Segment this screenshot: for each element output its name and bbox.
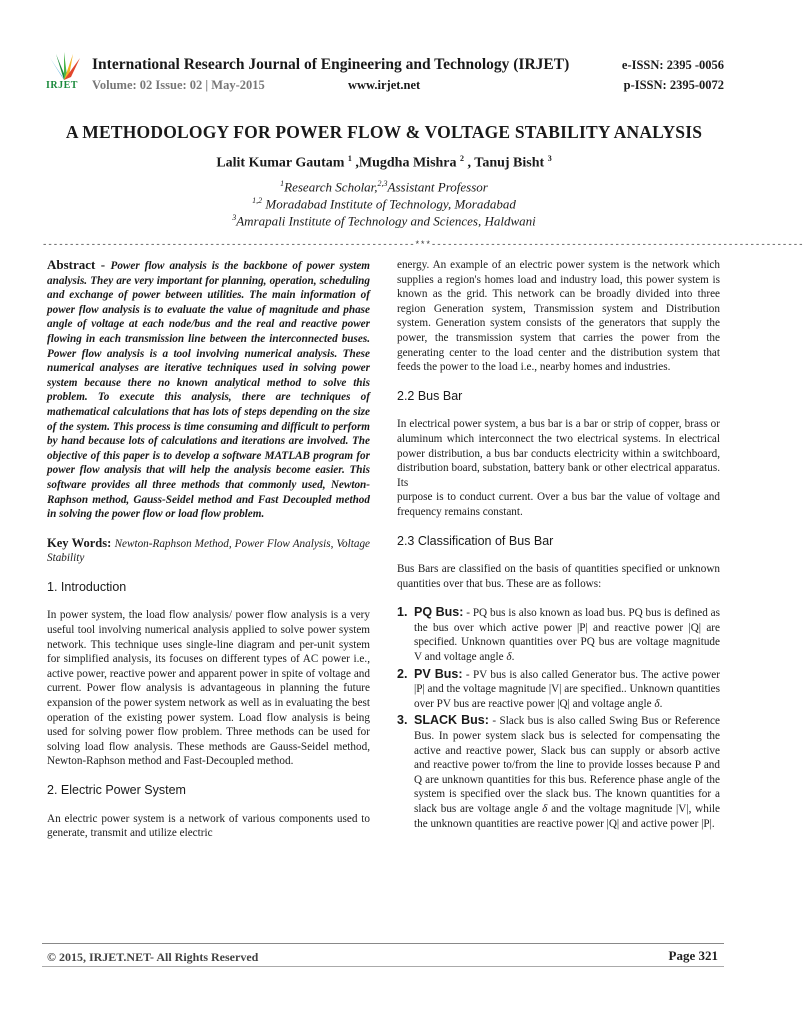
pq-bus-label: PQ Bus: <box>414 605 464 620</box>
footer-rule-bottom <box>42 966 724 967</box>
delta-symbol: δ <box>654 697 660 710</box>
slack-bus-label: SLACK Bus: <box>414 713 489 728</box>
right-column <box>397 258 720 833</box>
leaf-logo-icon <box>42 52 86 82</box>
delta-symbol: δ <box>542 803 548 815</box>
affiliation-3: $^3$Amrapali Institute of Technology and Sciences, Haldwani <box>232 213 536 229</box>
keywords-text: Newton-Raphson Method, Power Flow Analysis, Voltage Stability <box>47 537 370 565</box>
journal-website: www.irjet.net <box>348 78 421 92</box>
paper-title: A METHODOLOGY FOR POWER FLOW & VOLTAGE STABILITY ANALYSIS <box>65 122 703 142</box>
e-issn: e-ISSN: 2395 -0056 <box>621 58 724 72</box>
affiliation-1: $^1$Research Scholar,$^{2,3}$Assistant Professor <box>280 179 488 195</box>
electric-power-system-paragraph: An electric power system is a network of various components used to generate, transmit and utilize electric <box>47 812 370 840</box>
footer-rule <box>42 943 724 944</box>
abstract-lead: Abstract - <box>47 257 111 272</box>
list-item-pv-bus: 2. PV Bus: - PV bus is also called Generator bus. The active power |P| and the voltage magnitude |V| are specified.. Unknown quantities over PV bus are reactive power |Q| and voltage angle δ. <box>397 666 720 710</box>
author-3-sup: 3 <box>547 154 552 163</box>
section-heading-classification: 2.3 Classification of Bus Bar <box>397 533 554 548</box>
copyright: © 2015, IRJET.NET- All Rights Reserved <box>47 950 259 964</box>
electric-power-system-continued: energy. An example of an electric power system is the network which supplies a region's homes load and industry load, this power system is known as the grid. This network can be broadly divided into three region Generation system, Transmission system and Distribution system. Generation system consists of the generators that supply the power, the transmission system that carries the power from the generating center to the load center and the distribution system that feeds the power to the load i.e., nearby homes and industries. <box>397 259 720 374</box>
list-item-pq-bus: 1. PQ Bus: - PQ bus is also known as load bus. PQ bus is defined as the bus over which active power |P| and reactive power |Q| are specified. Unknown quantities over PQ bus are voltage magnitude V and voltage angle δ. <box>397 605 720 664</box>
section-heading-introduction: 1. Introduction <box>47 579 127 594</box>
classification-paragraph: Bus Bars are classified on the basis of quantities specified or unknown quantities over that bus. These are as follows: <box>397 563 720 590</box>
introduction-paragraph: In power system, the load flow analysis/ power flow analysis is a very useful tool involving numerical analysis applied to solve power system network. This technique uses single-line diagram and per-unit system for simplified analysis, its focuses on different types of AC power i.e., active power, reactive power and apparent power in spite of voltage and current. Power flow analysis is advantageous in planning the future expansion of the power system network as well as in evaluating the best operation of the existing power system. Load flow analysis is being used for solving power flow problem. Three methods can be used for solving load flow analysis. These methods are Gauss-Seidel method, Newton-Raphson method and Fast-Decoupled method. <box>47 609 370 768</box>
irjet-logo <box>42 52 86 98</box>
bus-bar-text-1: In electrical power system, a bus bar is a bar or strip of copper, brass or aluminum which interconnect the two electrical systems. In electrical power distribution, a bus bar conducts electricity within a switchboard, distribution board, substation, battery bank or other electrical apparatus. Its <box>397 418 720 489</box>
journal-name: International Research Journal of Engineering and Technology (IRJET) <box>92 56 570 73</box>
affiliation-2: $^{1,2}$ Moradabad Institute of Technology, Moradabad <box>252 196 516 212</box>
volume-issue: Volume: 02 Issue: 02 | May-2015 <box>92 78 265 92</box>
abstract-text: Power flow analysis is the backbone of power system analysis. They are very important for planning, operation, scheduling and exchange of power between utilities. The main information of power flow analysis is to evaluate the value of magnitude and phase angle of voltage at each node/bus and the real and reactive power flowing in each transmission line between the interconnected buses. Power flow analysis is a tool involving numerical analysis. These numerical analyses are iterative techniques used in solving power system because there no known analytical method to solve this problem. To execute this analysis, there are techniques of mathematical calculations that has lots of steps depending on the size of the system. This process is time consuming and difficult to perform by hand because lots of calculations and iterations are involved. The objective of this paper is to develop a software MATLAB program for power flow analysis that will help the analysis become easier. This software provides all three methods that commonly used, Newton-Raphson method, Gauss-Seidel method and Fast Decoupled method in solving the power flow or load flow problem. <box>47 260 370 521</box>
author-1: Lalit Kumar Gautam <box>216 155 345 171</box>
journal-header <box>42 50 732 100</box>
page-number: Page 321 <box>668 948 718 963</box>
author-2-sup: 2 <box>460 154 465 163</box>
list-item-slack-bus: 3. SLACK Bus: - Slack bus is also called Swing Bus or Reference Bus. In power system slack bus is selected for compensating the active and reactive power, Slack bus can supply or absorb active and reactive power to/from the line to provide losses because P and Q are unknown quantities for this bus. Reference phase angle of the system is specified over the slack bus. The known quantities for a slack bus are voltage angle δ and the voltage magnitude |V|, while the unknown quantities are reactive power |Q| and active power |P|. <box>397 713 721 830</box>
keywords-lead: Key Words: <box>47 535 115 550</box>
author-2: ,Mugdha Mishra <box>355 155 457 171</box>
keywords <box>47 536 370 566</box>
p-issn: p-ISSN: 2395-0072 <box>623 78 724 92</box>
left-column <box>47 258 370 855</box>
abstract <box>47 258 370 522</box>
logo-text: IRJET <box>46 80 78 91</box>
author-1-sup: 1 <box>347 154 352 163</box>
section-heading-electric-power-system: 2. Electric Power System <box>47 783 186 797</box>
bus-bar-text-2: purpose is to conduct current. Over a bus bar the value of voltage and frequency remains constant. <box>397 491 720 518</box>
bus-bar-paragraph <box>397 417 720 519</box>
author-list <box>0 154 768 172</box>
section-heading-bus-bar: 2.2 Bus Bar <box>397 388 463 403</box>
delta-symbol: δ <box>506 651 512 664</box>
bus-type-list <box>397 605 720 831</box>
pv-bus-label: PV Bus: <box>414 666 463 681</box>
author-3: , Tanuj Bisht <box>467 155 545 171</box>
section-separator: ---------------------------------------------------------------------***--------------------------------------------------------------------- <box>42 240 804 250</box>
